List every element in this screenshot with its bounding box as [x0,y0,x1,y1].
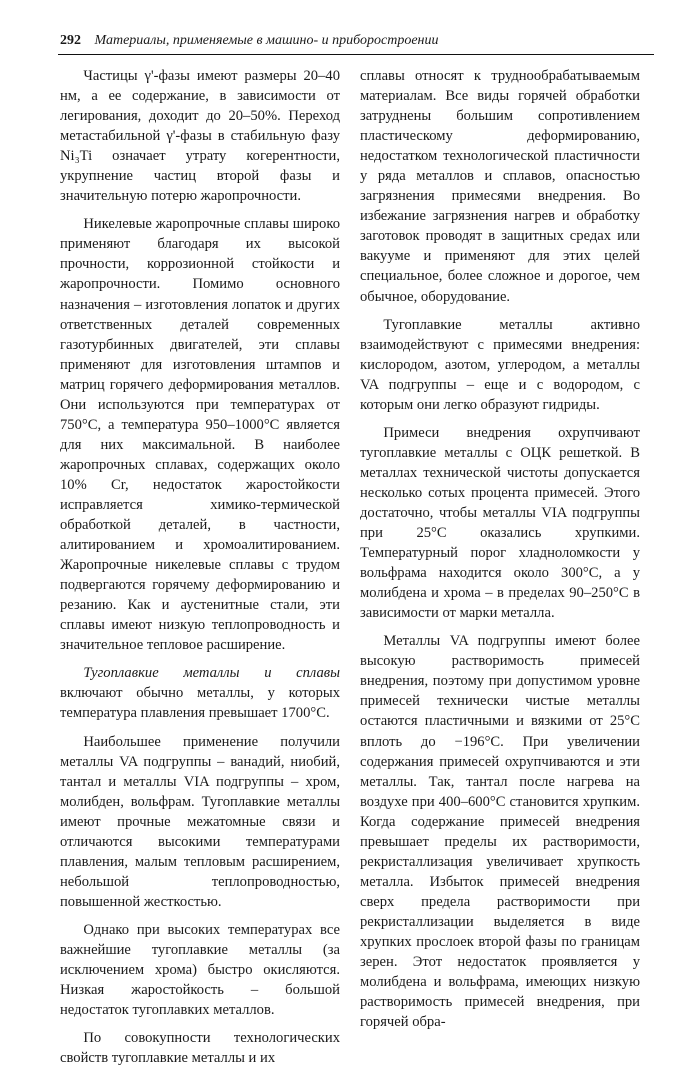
paragraph-refractory-intro [60,663,340,723]
paragraph-technological-properties: По совокупности технологических свойств тугоплавкие металлы и их [60,1030,340,1067]
paragraph-solubility: Металлы VA подгруппы имеют более высокую растворимость примесей внедрения, поэтому при допустимом уровне примесей технически чистые металлы остаются пластичными и вязкими от 25°C вплоть до −196°C. При увеличении содержания примесей охрупчиваются и эти металлы. Так, тантал после нагрева на воздухе при 400–600°C становится хрупким. Когда содержание примесей внедрения превышает пределы их растворимости, рекристаллизация увеличивает хрупкость металла. Избыток примесей внедрения сверх предела растворимости при рекристаллизации выделяется в виде хрупких прослоек второй фазы по границам зерен. Этот недостаток проявляется у молибдена и вольфрама, имеющих низкую растворимость примесей внедрения, при горячей обра- [360,633,640,1031]
refractory-heading-italic: Тугоплавкие металлы и сплавы [83,665,340,682]
header-rule [58,54,654,55]
page-number: 292 [60,33,81,48]
paragraph-gamma-phase: Частицы γ'-фазы имеют размеры 20–40 нм, а ее содержание, в зависимости от легирования, доходит до 20–50%. Переход метастабильной γ'-фазы в стабильную фазу Ni₃Ti означает утрату когерентности, укрупнение частиц второй фазы и значительную потерю жаропрочности. [60,68,340,205]
refractory-intro-text: включают обычно металлы, у которых температура плавления превышает 1700°C. [60,685,340,722]
page-header [60,32,650,50]
paragraph-hard-to-machine: сплавы относят к труднообрабатываемым материалам. Все виды горячей обработки затруднены большим сопротивлением пластическому деформированию, недостатком технологической пластичности у ряда металлов и сплавов, опасностью загрязнения примесями внедрения. Во избежание загрязнения нагрев и обработку заготовок проводят в защитных средах или вакууме и применяют для этих целей специальное, более сложное и дорогое, чем обычное, оборудование. [360,68,640,305]
paragraph-va-via-metals: Наибольшее применение получили металлы VA подгруппы – ванадий, ниобий, тантал и металлы VIA подгруппы – хром, молибден, вольфрам. Тугоплавкие металлы имеют прочные межатомные связи и отличаются высокими температурами плавления, малым тепловым расширением, небольшой теплопроводностью, повышенной жесткостью. [60,733,340,910]
paragraph-oxidation: Однако при высоких температурах все важнейшие тугоплавкие металлы (за исключением хрома) быстро окисляются. Низкая жаростойкость – большой недостаток тугоплавких металлов. [60,921,340,1019]
paragraph-nickel-alloys: Никелевые жаропрочные сплавы широко применяют благодаря их высокой прочности, коррозионной стойкости и жаропрочности. Помимо основного назначения – изготовления лопаток и других ответственных деталей современных газотурбинных двигателей, эти сплавы применяют для изготовления штампов и матриц горячего деформирования металлов. Они используются при температурах от 750°C, а температура 950–1000°C является для них максимальной. В наиболее жаропрочных сплавах, содержащих около 10% Cr, недостаток жаростойкости исправляется химико-термической обработкой деталей, в частности, алитированием и хромоалитированием. Жаропрочные никелевые сплавы с трудом подвергаются горячему деформированию и резанию. Как и аустенитные стали, эти сплавы имеют низкую теплопроводность и значительное тепловое расширение. [60,216,340,654]
paragraph-interstitial-interaction: Тугоплавкие металлы активно взаимодействуют с примесями внедрения: кислородом, азотом, углеродом, а металлы VA подгруппы – еще и с водородом, с которым они легко образуют гидриды. [360,316,640,413]
left-column [60,66,340,1068]
right-column [360,66,640,1032]
paragraph-embrittlement: Примеси внедрения охрупчивают тугоплавкие металлы с ОЦК решеткой. В металлах технической чистоты допускается несколько сотых процента примесей. Этого достаточно, чтобы металлы VIA подгруппы при 25°C оказались хрупкими. Температурный порог хладноломкости у вольфрама находится около 300°C, а у молибдена и хрома – в пределах 90–250°C в зависимости от марки металла. [360,424,640,622]
running-title: Материалы, применяемые в машино- и приборостроении [94,33,439,48]
